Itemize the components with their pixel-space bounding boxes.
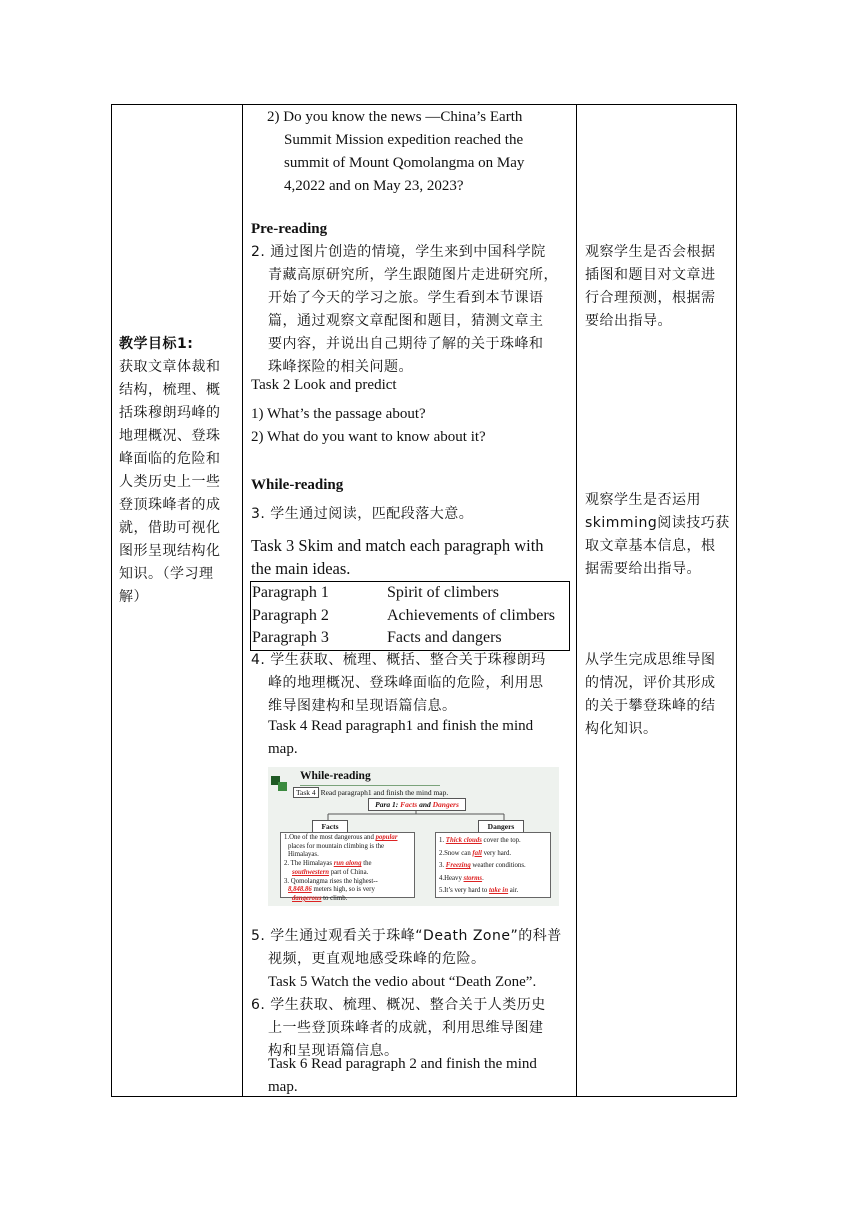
step-3: 3. 学生通过阅读，匹配段落大意。	[251, 506, 474, 522]
step-2	[251, 241, 576, 379]
match-idea: Facts and dangers	[387, 629, 502, 646]
task-line: the main ideas.	[251, 559, 351, 578]
task-line: Task 6 Read paragraph 2 and finish the mind	[268, 1056, 537, 1072]
task-2: Task 2 Look and predict	[251, 377, 397, 393]
assessment-line: 构化知识。	[585, 721, 658, 737]
objective-line: 解）	[119, 589, 148, 605]
question-line: 4,2022 and on May 23, 2023?	[284, 178, 464, 194]
assessment-line: 观察学生是否会根据	[585, 244, 716, 260]
objective-line: 峰面临的危险和	[119, 451, 221, 467]
objective-line: 就，借助可视化	[119, 520, 221, 536]
section-marker-icon	[278, 782, 287, 791]
task-line: map.	[268, 741, 298, 757]
step-line: 2. 通过图片创造的情境，学生来到中国科学院	[251, 244, 546, 260]
match-paragraph: Paragraph 3	[252, 629, 329, 646]
assessment-line: 观察学生是否运用	[585, 492, 701, 508]
step-line: 开始了今天的学习之旅。学生看到本节课语	[268, 290, 544, 306]
title-underline	[300, 785, 440, 786]
activities-cell	[243, 105, 576, 1096]
objective-line: 登顶珠峰者的成	[119, 497, 221, 513]
assessment-block	[585, 489, 737, 581]
objective-cell	[112, 105, 242, 1096]
step-line: 构和呈现语篇信息。	[268, 1043, 399, 1059]
match-row	[251, 627, 569, 650]
step-line: 视频，更直观地感受珠峰的危险。	[268, 951, 486, 967]
assessment-block	[585, 241, 737, 333]
step-line: 峰的地理概况、登珠峰面临的危险，利用思	[268, 675, 544, 691]
objective-line: 获取文章体裁和	[119, 359, 221, 375]
step-4	[251, 649, 576, 718]
dangers-box: 1. Thick clouds cover the top. 2.Snow can fall very hard. 3. Freezing weather conditions. 4.Heavy storms. 5.It’s very hard to take in air.	[435, 832, 551, 898]
facts-box: 1.One of the most dangerous and popular places for mountain climbing is the Himalayas. 2. The Himalayas run along the southwestern part of China. 3. Qomolangma rises the highest-- 8,848.86 meters high, so is very dangerous to climb.	[280, 832, 415, 898]
task-2-q2: 2) What do you want to know about it?	[251, 429, 486, 445]
step-line: 4. 学生获取、梳理、概括、整合关于珠穆朗玛	[251, 652, 546, 668]
step-line: 珠峰探险的相关问题。	[268, 359, 413, 375]
step-line: 青藏高原研究所，学生跟随图片走进研究所，	[268, 267, 558, 283]
mind-map-title: While-reading	[300, 770, 371, 782]
task-2-q1: 1) What’s the passage about?	[251, 406, 426, 422]
objective-line: 地理概况、登珠	[119, 428, 221, 444]
task-4	[268, 715, 578, 761]
prereading-heading: Pre-reading	[251, 221, 328, 237]
objective-line: 人类历史上一些	[119, 474, 221, 490]
question-line: summit of Mount Qomolangma on May	[284, 155, 525, 171]
task-3	[251, 534, 576, 580]
match-idea: Achievements of climbers	[387, 606, 555, 624]
assessment-block	[585, 649, 737, 741]
objective-line: 括珠穆朗玛峰的	[119, 405, 221, 421]
task-box: Task 4	[293, 787, 319, 798]
facts-label: Facts	[312, 820, 348, 833]
assessment-line: 据需要给出指导。	[585, 561, 701, 577]
step-5	[251, 925, 576, 971]
question-2	[267, 106, 577, 198]
whilereading-heading: While-reading	[251, 477, 344, 493]
mind-map-task	[293, 788, 448, 797]
assessment-line: 的情况，评价其形成	[585, 675, 716, 691]
step-line: 6. 学生获取、梳理、概况、整合关于人类历史	[251, 997, 546, 1013]
task-line: Task 4 Read paragraph1 and finish the mind	[268, 718, 534, 734]
task-line: Task 3 Skim and match each paragraph with	[251, 536, 544, 555]
match-table	[250, 581, 570, 651]
assessment-line: skimming阅读技巧获	[585, 515, 730, 531]
match-paragraph: Paragraph 2	[252, 606, 329, 624]
objective-text	[119, 333, 241, 609]
step-line: 要内容，并说出自己期待了解的关于珠峰和	[268, 336, 544, 352]
lesson-plan-table	[111, 104, 737, 1097]
task-line: map.	[268, 1079, 298, 1095]
match-row	[251, 582, 569, 605]
objective-line: 图形呈现结构化	[119, 543, 221, 559]
objective-line: 结构，梳理、概	[119, 382, 221, 398]
assessment-line: 行合理预测，根据需	[585, 290, 716, 306]
assessment-line: 插图和题目对文章进	[585, 267, 716, 283]
assessment-line: 取文章基本信息，根	[585, 538, 716, 554]
match-row	[251, 605, 569, 628]
dangers-label: Dangers	[478, 820, 524, 833]
task-5: Task 5 Watch the vedio about “Death Zone”.	[268, 974, 537, 990]
para-label: Para 1: Facts and Dangers	[368, 798, 466, 811]
objective-line: 知识。（学习理	[119, 566, 214, 582]
step-line: 维导图建构和呈现语篇信息。	[268, 698, 457, 714]
assessment-cell	[577, 105, 737, 1096]
objective-heading: 教学目标1:	[119, 336, 194, 352]
assessment-line: 的关于攀登珠峰的结	[585, 698, 716, 714]
assessment-line: 要给出指导。	[585, 313, 672, 329]
step-line: 上一些登顶珠峰者的成就，利用思维导图建	[268, 1020, 544, 1036]
task-text: Read paragraph1 and finish the mind map.	[320, 788, 449, 797]
step-line: 篇，通过观察文章配图和题目，猜测文章主	[268, 313, 544, 329]
match-paragraph: Paragraph 1	[252, 584, 329, 601]
assessment-line: 从学生完成思维导图	[585, 652, 716, 668]
question-line: Summit Mission expedition reached the	[284, 132, 524, 148]
question-line: 2) Do you know the news —China’s Earth	[267, 109, 523, 125]
step-line: 5. 学生通过观看关于珠峰“Death Zone”的科普	[251, 928, 562, 944]
match-idea: Spirit of climbers	[387, 584, 499, 601]
mind-map-image	[268, 767, 559, 906]
task-6	[268, 1053, 578, 1099]
